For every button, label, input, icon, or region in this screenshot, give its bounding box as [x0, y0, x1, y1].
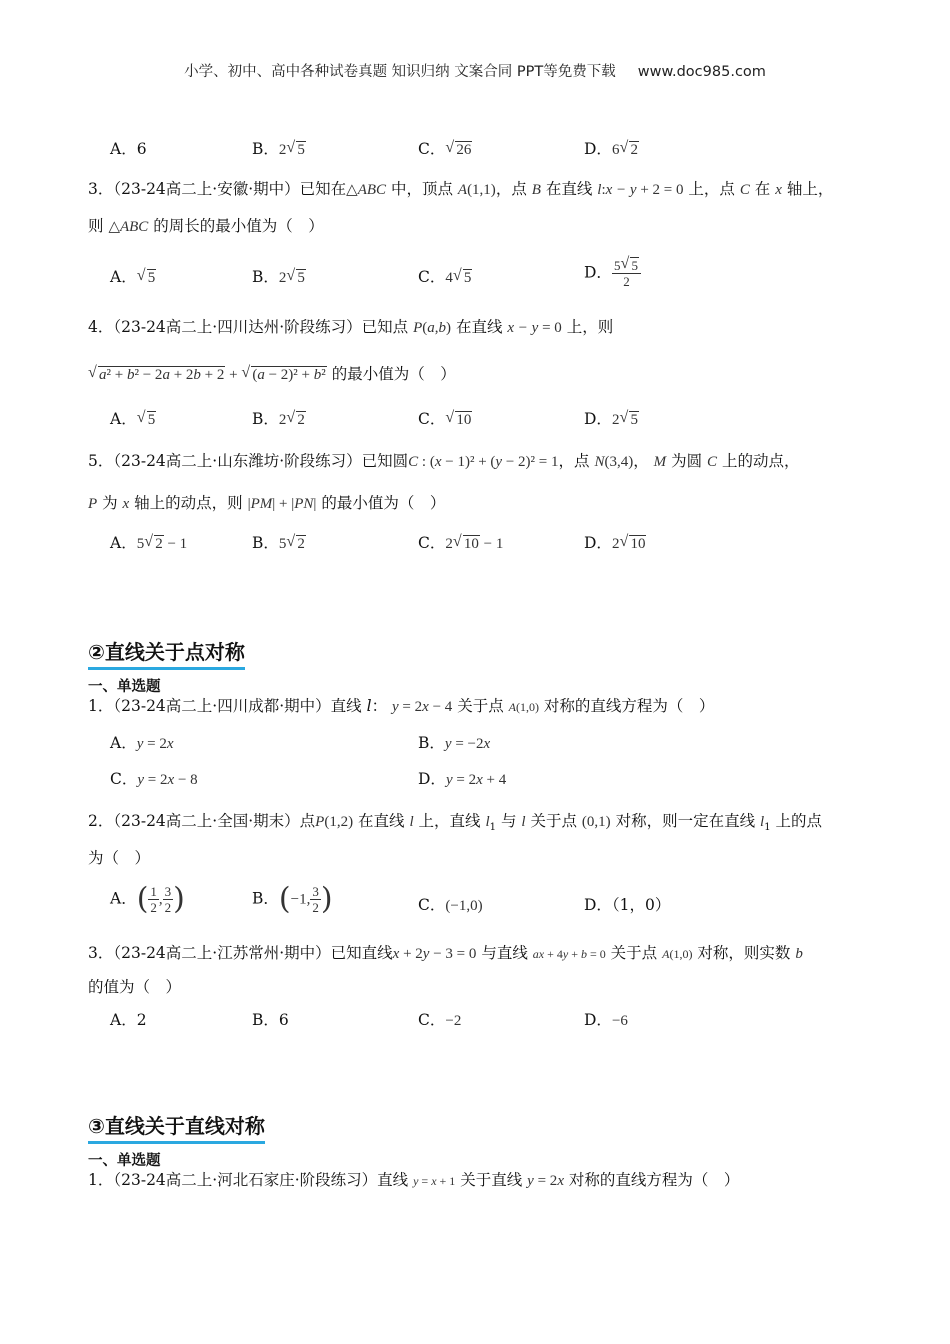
s2-q1-stem: 1．（23-24高二上·四川成都·期中）直线 l： y = 2x − 4 关于点 A(1,0) 对称的直线方程为（ ）: [88, 697, 715, 715]
q2-option-c: C．√ 26: [418, 136, 472, 163]
s2-q3-stem-line2: 的值为（ ）: [88, 978, 182, 996]
s2-q3-option-a: A．2: [110, 1011, 147, 1029]
q2-option-a: A．6: [110, 140, 147, 158]
s2-q3-option-b: B．6: [252, 1011, 289, 1029]
q5-option-a: A．5√ 2 − 1: [110, 530, 187, 557]
q3-option-b: B．2√ 5: [252, 264, 306, 291]
section3-subhead: 一、单选题: [88, 1153, 161, 1169]
q5-option-c: C．2√ 10 − 1: [418, 530, 503, 557]
s2-q1-option-d: D．y = 2x + 4: [418, 770, 507, 788]
page-header: [0, 60, 950, 81]
q4-option-a: A．√ 5: [110, 406, 156, 433]
q4-stem-line2: √ a² + b² − 2a + 2b + 2 + √ (a − 2)² + b² 的最小值为（ ）: [88, 361, 456, 388]
q5-option-b: B．5√ 2: [252, 530, 306, 557]
s2-q2-option-a: A．( $\frac{1}{2}$ , $\frac{3}{2}$ ): [110, 881, 185, 917]
header-site: www.doc985.com: [637, 64, 766, 80]
q4-stem-line1: 4．（23-24高二上·四川达州·阶段练习）已知点 P(a,b) 在直线 x − y = 0 上，则: [88, 318, 614, 336]
q4-option-c: C．√ 10: [418, 406, 472, 433]
s2-q2-stem-line2: 为（ ）: [88, 849, 151, 867]
q5-option-d: D．2√ 10: [584, 530, 646, 557]
q4-option-d: D．2√ 5: [584, 406, 639, 433]
q5-stem-line1: 5．（23-24高二上·山东潍坊·阶段练习）已知圆C : (x − 1)² + (y − 2)² = 1，点 N(3,4)， M 为圆 C 上的动点，: [88, 452, 800, 470]
s2-q2-option-d: D．（1，0）: [584, 896, 671, 914]
s2-q2-option-b: B．(−1, $\frac{3}{2}$ ): [252, 881, 333, 917]
s3-q1-stem: 1．（23-24高二上·河北石家庄·阶段练习）直线 y = x + 1 关于直线 y = 2x 对称的直线方程为（ ）: [88, 1171, 740, 1189]
section-title-line-symmetry: ③直线关于直线对称: [88, 1110, 265, 1141]
q4-option-b: B．2√ 2: [252, 406, 306, 433]
q3-option-c: C．4√ 5: [418, 264, 472, 291]
q3-option-a: A．√ 5: [110, 264, 156, 291]
section2-subhead: 一、单选题: [88, 679, 161, 695]
s2-q1-option-a: A．y = 2x: [110, 734, 174, 752]
header-text: 小学、初中、高中各种试卷真题 知识归纳 文案合同 PPT等免费下载: [184, 64, 616, 80]
s2-q3-option-c: C．−2: [418, 1011, 462, 1029]
s2-q2-option-c: C．(−1,0): [418, 896, 483, 914]
section-title-point-symmetry: ②直线关于点对称: [88, 636, 245, 667]
s2-q3-stem-line1: 3．（23-24高二上·江苏常州·期中）已知直线x + 2y − 3 = 0 与直线 ax + 4y + b = 0 关于点 A(1,0) 对称，则实数 b: [88, 944, 803, 962]
s2-q3-option-d: D．−6: [584, 1011, 628, 1029]
s2-q1-option-b: B．y = −2x: [418, 734, 491, 752]
q3-stem-line2: 则 △ABC 的周长的最小值为（ ）: [88, 217, 324, 235]
q2-option-b: B．2√ 5: [252, 136, 306, 163]
s2-q1-option-c: C．y = 2x − 8: [110, 770, 198, 788]
q3-option-d: D． $\frac{5√ 5}{2}$: [584, 258, 641, 289]
q2-option-d: D．6√ 2: [584, 136, 639, 163]
q3-stem-line1: 3．（23-24高二上·安徽·期中）已知在△ABC 中，顶点 A(1,1)，点 B 在直线 l:x − y + 2 = 0 上，点 C 在 x 轴上，: [88, 180, 834, 198]
s2-q2-stem-line1: 2．（23-24高二上·全国·期末）点P(1,2) 在直线 l 上，直线 $l_1$ 与 l 关于点 (0,1) 对称，则一定在直线 $l_1$ 上的点: [88, 812, 822, 834]
q5-stem-line2: P 为 x 轴上的动点，则 |PM| + |PN| 的最小值为（ ）: [88, 494, 446, 512]
